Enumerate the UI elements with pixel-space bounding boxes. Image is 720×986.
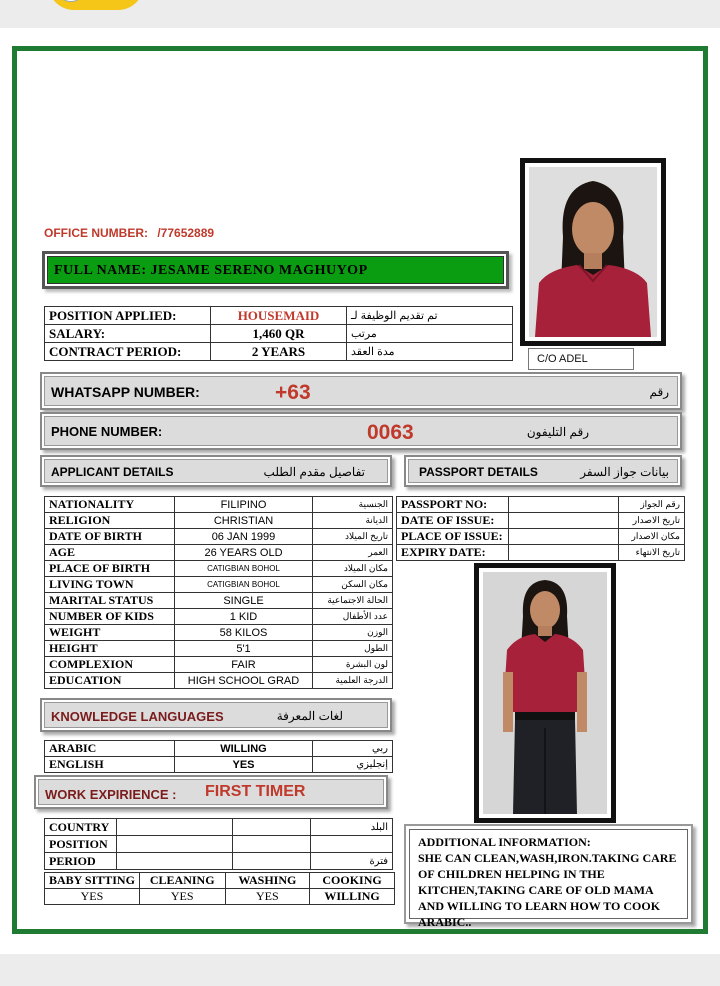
applicant-details-header — [40, 455, 392, 487]
language-arabic: إنجليزي — [313, 757, 393, 773]
applicant-row — [45, 529, 393, 545]
applicant-field-value: SINGLE — [175, 593, 313, 609]
skill-header: CLEANING — [139, 873, 225, 889]
full-name-bar — [42, 251, 509, 289]
applicant-field-label: DATE OF BIRTH — [45, 529, 175, 545]
phone-arabic: رقم التليفون — [526, 425, 589, 439]
passport-field-arabic: تاريخ الاصدار — [619, 513, 685, 529]
position-arabic: تم تقديم الوظيفة لـ — [347, 307, 513, 325]
badge-inner-icon — [56, 0, 86, 2]
applicant-field-value: FILIPINO — [175, 497, 313, 513]
phone-bar — [40, 412, 682, 450]
passport-row — [397, 545, 685, 561]
additional-info-text: SHE CAN CLEAN,WASH,IRON.TAKING CARE OF CHILDREN HELPING IN THE KITCHEN,TAKING CARE OF OLD MAMA AND WILLING TO LEARN HOW TO COOK ARABIC.. — [418, 851, 677, 929]
phone-value: 0063 — [367, 421, 414, 444]
applicant-header-arabic: تفاصيل مقدم الطلب — [263, 465, 365, 479]
applicant-row — [45, 577, 393, 593]
applicant-field-arabic: مكان السكن — [313, 577, 393, 593]
position-value: HOUSEMAID — [211, 307, 347, 325]
contract-row — [45, 343, 513, 361]
passport-field-label: DATE OF ISSUE: — [397, 513, 509, 529]
applicant-field-value: 5'1 — [175, 641, 313, 657]
applicant-field-value: FAIR — [175, 657, 313, 673]
work-field-arabic: البلد — [311, 819, 393, 836]
languages-header — [40, 698, 392, 732]
work-row — [45, 836, 393, 853]
skills-table — [44, 872, 395, 905]
position-row — [45, 307, 513, 325]
work-empty-cell — [117, 853, 233, 870]
work-empty-cell — [233, 819, 311, 836]
applicant-field-value: 06 JAN 1999 — [175, 529, 313, 545]
skill-value: WILLING — [310, 889, 395, 905]
office-label: OFFICE NUMBER: — [44, 226, 148, 240]
skill-value: YES — [45, 889, 140, 905]
work-experience-label: WORK EXPIRIENCE : — [45, 787, 177, 802]
app-badge-icon — [48, 0, 144, 10]
language-value: WILLING — [175, 741, 313, 757]
work-table — [44, 818, 393, 870]
applicant-field-label: PLACE OF BIRTH — [45, 561, 175, 577]
applicant-field-arabic: الطول — [313, 641, 393, 657]
whatsapp-label: WHATSAPP NUMBER: — [51, 384, 200, 400]
languages-header-label: KNOWLEDGE LANGUAGES — [51, 709, 224, 724]
passport-field-label: EXPIRY DATE: — [397, 545, 509, 561]
applicant-field-arabic: الديانة — [313, 513, 393, 529]
salary-label: SALARY: — [45, 325, 211, 343]
co-adel-box: C/O ADEL — [528, 348, 634, 370]
applicant-field-label: NATIONALITY — [45, 497, 175, 513]
applicant-field-arabic: الجنسية — [313, 497, 393, 513]
passport-field-value — [509, 545, 619, 561]
work-experience-bar — [34, 775, 388, 809]
salary-arabic: مرتب — [347, 325, 513, 343]
applicant-field-value: HIGH SCHOOL GRAD — [175, 673, 313, 689]
applicant-field-value: 26 YEARS OLD — [175, 545, 313, 561]
work-row — [45, 853, 393, 870]
language-row — [45, 741, 393, 757]
passport-field-arabic: مكان الاصدار — [619, 529, 685, 545]
passport-details-header — [404, 455, 682, 487]
passport-field-value — [509, 513, 619, 529]
skill-header: COOKING — [310, 873, 395, 889]
work-field-label: PERIOD — [45, 853, 117, 870]
applicant-field-label: WEIGHT — [45, 625, 175, 641]
applicant-field-arabic: الدرجة العلمية — [313, 673, 393, 689]
additional-info-box — [404, 824, 693, 929]
applicant-field-label: HEIGHT — [45, 641, 175, 657]
applicant-row — [45, 561, 393, 577]
applicant-field-label: RELIGION — [45, 513, 175, 529]
passport-field-arabic: رقم الجواز — [619, 497, 685, 513]
whatsapp-value: +63 — [275, 381, 311, 404]
language-label: ENGLISH — [45, 757, 175, 773]
applicant-row — [45, 641, 393, 657]
passport-field-label: PLACE OF ISSUE: — [397, 529, 509, 545]
work-empty-cell — [233, 853, 311, 870]
work-field-arabic — [311, 836, 393, 853]
office-value: /77652889 — [157, 226, 215, 240]
top-strip — [0, 0, 720, 28]
applicant-field-arabic: تاريخ الميلاد — [313, 529, 393, 545]
whatsapp-bar — [40, 372, 682, 410]
portrait-photo — [520, 158, 666, 346]
applicant-field-arabic: عدد الأطفال — [313, 609, 393, 625]
passport-row — [397, 497, 685, 513]
skill-header: WASHING — [225, 873, 310, 889]
whatsapp-arabic: رقم — [649, 385, 669, 399]
skill-value: YES — [225, 889, 310, 905]
passport-field-label: PASSPORT NO: — [397, 497, 509, 513]
work-field-arabic: فترة — [311, 853, 393, 870]
applicant-field-label: AGE — [45, 545, 175, 561]
applicant-row — [45, 609, 393, 625]
applicant-field-label: COMPLEXION — [45, 657, 175, 673]
applicant-field-label: LIVING TOWN — [45, 577, 175, 593]
passport-field-arabic: تاريخ الانتهاء — [619, 545, 685, 561]
skills-header-row — [45, 873, 395, 889]
language-label: ARABIC — [45, 741, 175, 757]
work-empty-cell — [233, 836, 311, 853]
applicant-row — [45, 513, 393, 529]
passport-header-label: PASSPORT DETAILS — [419, 465, 538, 479]
work-row — [45, 819, 393, 836]
applicant-row — [45, 593, 393, 609]
language-arabic: ربي — [313, 741, 393, 757]
position-table — [44, 306, 513, 361]
skills-value-row — [45, 889, 395, 905]
full-name: FULL NAME: JESAME SERENO MAGHUYOP — [47, 256, 504, 284]
applicant-field-arabic: مكان الميلاد — [313, 561, 393, 577]
contract-label: CONTRACT PERIOD: — [45, 343, 211, 361]
contract-value: 2 YEARS — [211, 343, 347, 361]
passport-table — [396, 496, 685, 561]
languages-header-arabic: لغات المعرفة — [276, 709, 343, 723]
work-field-label: COUNTRY — [45, 819, 117, 836]
office-number — [44, 226, 214, 240]
work-field-label: POSITION — [45, 836, 117, 853]
work-empty-cell — [117, 819, 233, 836]
applicant-row — [45, 673, 393, 689]
passport-row — [397, 513, 685, 529]
skill-header: BABY SITTING — [45, 873, 140, 889]
portrait-figure — [529, 167, 657, 337]
passport-field-value — [509, 497, 619, 513]
contract-arabic: مدة العقد — [347, 343, 513, 361]
languages-table — [44, 740, 393, 773]
applicant-field-label: NUMBER OF KIDS — [45, 609, 175, 625]
applicant-field-arabic: الحالة الاجتماعية — [313, 593, 393, 609]
language-row — [45, 757, 393, 773]
bottom-strip — [0, 954, 720, 986]
language-value: YES — [175, 757, 313, 773]
passport-field-value — [509, 529, 619, 545]
applicant-field-label: EDUCATION — [45, 673, 175, 689]
applicant-field-value: CATIGBIAN BOHOL — [175, 561, 313, 577]
applicant-row — [45, 657, 393, 673]
applicant-field-value: CATIGBIAN BOHOL — [175, 577, 313, 593]
passport-row — [397, 529, 685, 545]
salary-row — [45, 325, 513, 343]
applicant-field-label: MARITAL STATUS — [45, 593, 175, 609]
full-body-photo — [474, 563, 616, 823]
full-body-figure — [483, 572, 607, 814]
work-empty-cell — [117, 836, 233, 853]
passport-header-arabic: بيانات جواز السفر — [580, 465, 669, 479]
phone-label: PHONE NUMBER: — [51, 424, 163, 439]
applicant-field-arabic: الوزن — [313, 625, 393, 641]
applicant-field-arabic: العمر — [313, 545, 393, 561]
applicant-details-table — [44, 496, 393, 689]
applicant-field-value: CHRISTIAN — [175, 513, 313, 529]
skill-value: YES — [139, 889, 225, 905]
position-label: POSITION APPLIED: — [45, 307, 211, 325]
applicant-row — [45, 545, 393, 561]
applicant-header-label: APPLICANT DETAILS — [51, 465, 174, 479]
applicant-row — [45, 497, 393, 513]
applicant-field-value: 1 KID — [175, 609, 313, 625]
salary-value: 1,460 QR — [211, 325, 347, 343]
applicant-row — [45, 625, 393, 641]
applicant-field-value: 58 KILOS — [175, 625, 313, 641]
work-experience-value: FIRST TIMER — [205, 783, 306, 800]
additional-info-title: ADDITIONAL INFORMATION: — [418, 835, 591, 849]
applicant-field-arabic: لون البشرة — [313, 657, 393, 673]
